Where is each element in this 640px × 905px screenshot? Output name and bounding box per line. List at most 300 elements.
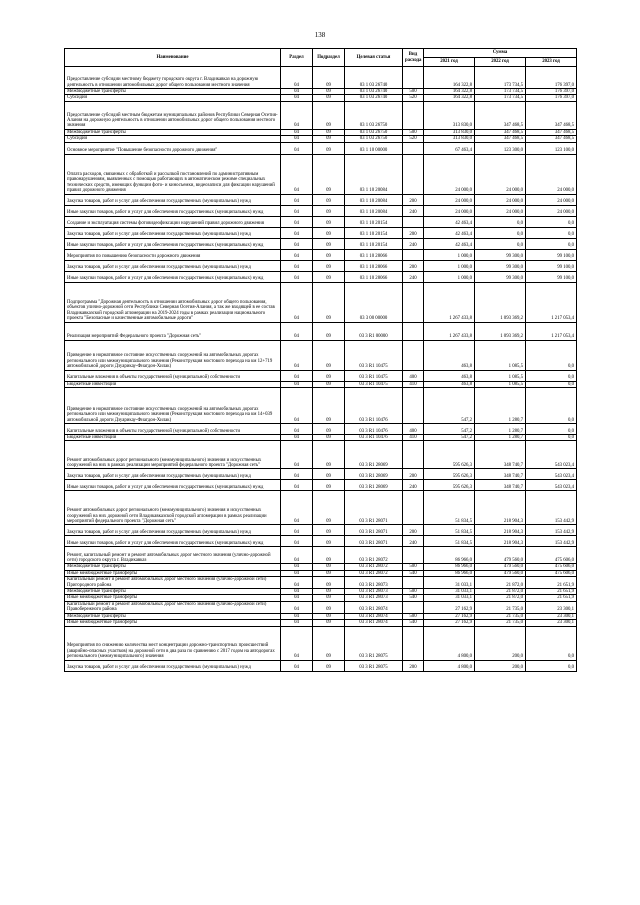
row-subsection: 09 — [313, 525, 345, 536]
row-section: 04 — [281, 142, 313, 154]
row-name: Иные закупки товаров, работ и услуг для обеспечения государственных (муниципальных) нужд — [65, 480, 281, 491]
row-target: 03 3 R1 28074 — [345, 620, 403, 626]
row-subsection: 09 — [313, 238, 345, 249]
row-target: 03 1 10 28066 — [345, 271, 403, 282]
row-subsection: 09 — [313, 660, 345, 671]
row-sum-2022: 1 085,5 — [475, 381, 526, 387]
row-subsection: 09 — [313, 142, 345, 154]
row-sum-2022: 24 000,0 — [475, 154, 526, 194]
row-name: Межбюджетные трансферты — [65, 89, 281, 95]
row-target: 03 1 10 28066 — [345, 249, 403, 260]
row-name: Капитальный ремонт и ремонт автомобильных дорог местного значения (улично-дорожной сети) Пригородного района — [65, 577, 281, 589]
row-sum-2023: 475 606,0 — [526, 547, 577, 564]
row-sum-2023: 176 397,0 — [526, 67, 577, 89]
row-sum-2022: 173 734,5 — [475, 67, 526, 89]
table-row — [65, 660, 577, 671]
row-expense-type — [403, 626, 424, 660]
row-target: 03 3 R1 00000 — [345, 322, 403, 340]
row-target: 03 3 R1 28069 — [345, 441, 403, 469]
row-sum-2023: 0,0 — [526, 227, 577, 238]
row-sum-2021: 1 267 433,8 — [424, 282, 475, 322]
table-row — [65, 101, 577, 129]
row-sum-2023: 475 606,0 — [526, 570, 577, 576]
row-sum-2022: 1 093 369,2 — [475, 322, 526, 340]
row-sum-2023: 543 023,4 — [526, 469, 577, 480]
row-sum-2021: 31 033,1 — [424, 595, 475, 601]
row-sum-2023: 176 397,0 — [526, 89, 577, 95]
row-target: 03 1 03 26750 — [345, 101, 403, 129]
row-sum-2023: 543 023,4 — [526, 441, 577, 469]
row-sum-2022: 348 740,7 — [475, 469, 526, 480]
row-target: 03 3 R1 28072 — [345, 570, 403, 576]
row-target: 03 1 03 26750 — [345, 129, 403, 135]
row-subsection: 09 — [313, 216, 345, 227]
row-expense-type: 200 — [403, 525, 424, 536]
row-section: 04 — [281, 370, 313, 381]
row-section: 04 — [281, 260, 313, 271]
row-sum-2021: 463,8 — [424, 370, 475, 381]
row-expense-type — [403, 216, 424, 227]
row-sum-2021: 51 834,5 — [424, 491, 475, 525]
row-section: 04 — [281, 536, 313, 547]
row-subsection: 09 — [313, 67, 345, 89]
row-sum-2022: 21 872,0 — [475, 589, 526, 595]
row-subsection: 09 — [313, 595, 345, 601]
row-sum-2022: 99 300,0 — [475, 271, 526, 282]
row-subsection: 09 — [313, 441, 345, 469]
row-section: 04 — [281, 227, 313, 238]
row-name: Закупка товаров, работ и услуг для обеспечения государственных (муниципальных) нужд — [65, 260, 281, 271]
row-sum-2021: 86 966,0 — [424, 547, 475, 564]
row-target: 03 3 R1 28069 — [345, 469, 403, 480]
row-name: Закупка товаров, работ и услуг для обеспечения государственных (муниципальных) нужд — [65, 660, 281, 671]
row-sum-2022: 0,0 — [475, 227, 526, 238]
row-name: Приведение в нормативное состояние искусственных сооружений на автомобильных дорогах регионального или межмуниципального значения (Реконструкция мостового перехода на км 12+719 автомобильной дороги Дзуарикау-Фиагдон-Хилак) — [65, 340, 281, 370]
header-2022: 2022 год — [475, 58, 526, 67]
row-sum-2023: 153 442,9 — [526, 491, 577, 525]
row-name: Оплата расходов, связанных с обработкой и рассылкой постановлений по административным правонарушениям, выявленных с помощью работающих в автоматическом режиме специальных технических средств, имеющих функции фото- и киносъемки, видеозаписи для фиксации нарушений правил дорожного движения — [65, 154, 281, 194]
row-expense-type: 240 — [403, 271, 424, 282]
row-sum-2022: 24 000,0 — [475, 194, 526, 205]
row-sum-2022: 479 560,0 — [475, 547, 526, 564]
row-subsection: 09 — [313, 491, 345, 525]
row-subsection: 09 — [313, 620, 345, 626]
row-target: 03 1 10 20154 — [345, 227, 403, 238]
row-sum-2023: 24 000,0 — [526, 154, 577, 194]
row-sum-2023: 21 651,9 — [526, 577, 577, 589]
row-subsection: 09 — [313, 480, 345, 491]
row-sum-2021: 463,8 — [424, 340, 475, 370]
row-sum-2023: 0,0 — [526, 388, 577, 424]
row-expense-type: 200 — [403, 260, 424, 271]
row-subsection: 09 — [313, 435, 345, 441]
row-subsection: 09 — [313, 136, 345, 142]
row-sum-2022: 173 734,5 — [475, 89, 526, 95]
row-sum-2023: 153 442,9 — [526, 525, 577, 536]
row-subsection: 09 — [313, 570, 345, 576]
row-subsection: 09 — [313, 577, 345, 589]
row-section: 04 — [281, 601, 313, 613]
row-sum-2022: 99 300,0 — [475, 249, 526, 260]
row-sum-2021: 51 834,5 — [424, 525, 475, 536]
row-expense-type: 500 — [403, 129, 424, 135]
row-sum-2022: 1 280,7 — [475, 424, 526, 435]
row-sum-2022: 479 560,0 — [475, 564, 526, 570]
table-row — [65, 260, 577, 271]
table-row — [65, 480, 577, 491]
row-target: 03 1 03 26740 — [345, 95, 403, 101]
row-section: 04 — [281, 271, 313, 282]
table-row — [65, 536, 577, 547]
row-subsection: 09 — [313, 205, 345, 216]
row-sum-2022: 173 734,5 — [475, 95, 526, 101]
row-subsection: 09 — [313, 388, 345, 424]
row-section: 04 — [281, 480, 313, 491]
header-expense-type: Вид расхода — [403, 49, 424, 67]
row-section: 04 — [281, 577, 313, 589]
row-sum-2022: 1 085,5 — [475, 370, 526, 381]
row-expense-type: 200 — [403, 227, 424, 238]
row-sum-2022: 218 904,3 — [475, 491, 526, 525]
row-sum-2022: 200,0 — [475, 660, 526, 671]
row-section: 04 — [281, 626, 313, 660]
row-section: 04 — [281, 101, 313, 129]
row-name: Иные межбюджетные трансферты — [65, 570, 281, 576]
row-sum-2023: 99 100,0 — [526, 249, 577, 260]
table-row — [65, 388, 577, 424]
row-target: 03 1 10 28066 — [345, 260, 403, 271]
row-name: Иные межбюджетные трансферты — [65, 620, 281, 626]
row-section: 04 — [281, 205, 313, 216]
row-name: Субсидии — [65, 95, 281, 101]
table-row — [65, 424, 577, 435]
row-sum-2021: 463,8 — [424, 381, 475, 387]
row-subsection: 09 — [313, 194, 345, 205]
row-expense-type — [403, 491, 424, 525]
row-section: 04 — [281, 469, 313, 480]
row-name: Подпрограмма "Дорожная деятельность в отношении автомобильных дорог общего пользования, объектов улично-дорожной сети Республики Северная Осетия-Алания, а так же входящей в ее состав Владикавказской городской агломерации на 2019-2024 годы в рамках реализации национального проекта "Безопасные и качественные автомобильные дороги" — [65, 282, 281, 322]
row-sum-2023: 1 217 053,4 — [526, 322, 577, 340]
row-sum-2022: 1 280,7 — [475, 388, 526, 424]
row-expense-type: 400 — [403, 424, 424, 435]
table-row — [65, 491, 577, 525]
table-row — [65, 216, 577, 227]
row-target: 03 3 R1 10476 — [345, 424, 403, 435]
row-name: Иные закупки товаров, работ и услуг для обеспечения государственных (муниципальных) нужд — [65, 536, 281, 547]
row-target: 03 3 R1 28072 — [345, 547, 403, 564]
row-subsection: 09 — [313, 322, 345, 340]
row-name: Межбюджетные трансферты — [65, 613, 281, 619]
row-subsection: 09 — [313, 589, 345, 595]
row-section: 04 — [281, 613, 313, 619]
row-name: Закупка товаров, работ и услуг для обеспечения государственных (муниципальных) нужд — [65, 469, 281, 480]
row-sum-2023: 99 100,0 — [526, 260, 577, 271]
table-row — [65, 322, 577, 340]
row-sum-2022: 0,0 — [475, 216, 526, 227]
row-target: 03 3 R1 10475 — [345, 340, 403, 370]
row-sum-2022: 347 468,5 — [475, 129, 526, 135]
row-subsection: 09 — [313, 381, 345, 387]
row-sum-2022: 1 085,5 — [475, 340, 526, 370]
row-sum-2022: 479 560,0 — [475, 570, 526, 576]
row-section: 04 — [281, 570, 313, 576]
row-sum-2023: 21 651,9 — [526, 589, 577, 595]
row-target: 03 1 10 20084 — [345, 154, 403, 194]
row-name: Закупка товаров, работ и услуг для обеспечения государственных (муниципальных) нужд — [65, 227, 281, 238]
row-expense-type: 240 — [403, 205, 424, 216]
row-name: Закупка товаров, работ и услуг для обеспечения государственных (муниципальных) нужд — [65, 194, 281, 205]
row-expense-type — [403, 282, 424, 322]
row-subsection: 09 — [313, 249, 345, 260]
row-sum-2021: 27 162,9 — [424, 620, 475, 626]
row-expense-type: 500 — [403, 613, 424, 619]
row-name: Межбюджетные трансферты — [65, 589, 281, 595]
row-target: 03 1 03 26750 — [345, 136, 403, 142]
row-section: 04 — [281, 660, 313, 671]
row-section: 04 — [281, 381, 313, 387]
row-expense-type — [403, 577, 424, 589]
row-sum-2021: 164 322,8 — [424, 95, 475, 101]
row-sum-2023: 23 300,1 — [526, 613, 577, 619]
row-target: 03 3 R1 10475 — [345, 381, 403, 387]
table-body — [65, 67, 577, 672]
row-sum-2021: 547,2 — [424, 388, 475, 424]
row-expense-type — [403, 322, 424, 340]
table-row — [65, 142, 577, 154]
row-sum-2022: 24 000,0 — [475, 205, 526, 216]
row-section: 04 — [281, 129, 313, 135]
row-sum-2021: 31 033,1 — [424, 577, 475, 589]
row-subsection: 09 — [313, 129, 345, 135]
row-subsection: 09 — [313, 101, 345, 129]
row-expense-type — [403, 388, 424, 424]
row-sum-2021: 86 966,0 — [424, 570, 475, 576]
row-expense-type: 240 — [403, 480, 424, 491]
table-row — [65, 547, 577, 564]
row-name: Мероприятия по повышению безопасности дорожного движения — [65, 249, 281, 260]
row-sum-2021: 24 000,0 — [424, 205, 475, 216]
row-subsection: 09 — [313, 89, 345, 95]
row-target: 03 1 10 20084 — [345, 205, 403, 216]
table-row — [65, 469, 577, 480]
row-subsection: 09 — [313, 547, 345, 564]
row-sum-2023: 347 468,5 — [526, 101, 577, 129]
row-sum-2021: 313 830,0 — [424, 101, 475, 129]
row-target: 03 3 R1 28075 — [345, 626, 403, 660]
row-sum-2021: 4 800,0 — [424, 626, 475, 660]
row-target: 03 1 10 00000 — [345, 142, 403, 154]
row-name: Ремонт автомобильных дорог регионального (межмуниципального) значения и искусственных сооружений на них дорожной сети Владикавказской городской агломерации в рамках реализации мероприятий федерального проекта "Дорожная сеть" — [65, 491, 281, 525]
row-sum-2023: 153 442,9 — [526, 536, 577, 547]
row-target: 03 3 R1 28071 — [345, 525, 403, 536]
row-name: Межбюджетные трансферты — [65, 564, 281, 570]
row-name: Бюджетные инвестиции — [65, 381, 281, 387]
table-row — [65, 271, 577, 282]
row-expense-type — [403, 340, 424, 370]
row-sum-2023: 0,0 — [526, 424, 577, 435]
row-target: 03 3 R1 28073 — [345, 577, 403, 589]
row-sum-2022: 99 300,0 — [475, 260, 526, 271]
row-target: 03 1 10 20084 — [345, 194, 403, 205]
page-number: 138 — [314, 31, 326, 39]
row-section: 04 — [281, 154, 313, 194]
table-row — [65, 282, 577, 322]
row-expense-type: 540 — [403, 620, 424, 626]
row-name: Предоставление субсидий местным бюджетам муниципальных районов Республики Северная Осетия-Алания на дорожную деятельность в отношении автомобильных дорог общего пользования местного значения — [65, 101, 281, 129]
row-section: 04 — [281, 620, 313, 626]
row-subsection: 09 — [313, 564, 345, 570]
row-sum-2022: 347 468,5 — [475, 101, 526, 129]
table-row — [65, 227, 577, 238]
row-section: 04 — [281, 595, 313, 601]
row-target: 03 3 R1 28074 — [345, 601, 403, 613]
row-section: 04 — [281, 89, 313, 95]
row-sum-2023: 23 300,1 — [526, 620, 577, 626]
row-sum-2021: 24 000,0 — [424, 194, 475, 205]
row-section: 04 — [281, 491, 313, 525]
row-expense-type: 240 — [403, 238, 424, 249]
row-sum-2021: 86 966,0 — [424, 564, 475, 570]
row-expense-type: 200 — [403, 194, 424, 205]
row-subsection: 09 — [313, 536, 345, 547]
row-expense-type — [403, 154, 424, 194]
row-sum-2021: 313 830,0 — [424, 136, 475, 142]
row-section: 04 — [281, 194, 313, 205]
row-target: 03 3 R1 28075 — [345, 660, 403, 671]
row-section: 04 — [281, 589, 313, 595]
row-target: 03 3 R1 28072 — [345, 564, 403, 570]
row-subsection: 09 — [313, 260, 345, 271]
row-sum-2022: 1 280,7 — [475, 435, 526, 441]
row-sum-2023: 21 651,9 — [526, 595, 577, 601]
row-name: Основное мероприятие "Повышение безопасности дорожного движения" — [65, 142, 281, 154]
row-target: 03 1 03 26740 — [345, 89, 403, 95]
row-sum-2023: 123 100,0 — [526, 142, 577, 154]
row-sum-2023: 24 000,0 — [526, 194, 577, 205]
row-sum-2023: 347 468,5 — [526, 136, 577, 142]
row-sum-2021: 67 463,4 — [424, 142, 475, 154]
row-sum-2022: 218 904,3 — [475, 536, 526, 547]
row-target: 03 1 03 26740 — [345, 67, 403, 89]
row-section: 04 — [281, 388, 313, 424]
table-row — [65, 601, 577, 613]
row-sum-2023: 347 468,5 — [526, 129, 577, 135]
row-sum-2022: 347 468,5 — [475, 136, 526, 142]
row-name: Капитальные вложения в объекты государственной (муниципальной) собственности — [65, 370, 281, 381]
row-section: 04 — [281, 216, 313, 227]
row-sum-2023: 99 100,0 — [526, 271, 577, 282]
row-sum-2021: 51 834,5 — [424, 536, 475, 547]
row-name: Капитальные вложения в объекты государственной (муниципальной) собственности — [65, 424, 281, 435]
row-sum-2023: 0,0 — [526, 381, 577, 387]
row-subsection: 09 — [313, 282, 345, 322]
row-expense-type — [403, 547, 424, 564]
row-sum-2022: 21 735,0 — [475, 601, 526, 613]
row-section: 04 — [281, 435, 313, 441]
row-target: 03 3 R1 28071 — [345, 536, 403, 547]
row-expense-type: 520 — [403, 136, 424, 142]
table-row — [65, 67, 577, 89]
row-expense-type: 520 — [403, 95, 424, 101]
row-section: 04 — [281, 95, 313, 101]
table-row — [65, 370, 577, 381]
row-sum-2021: 42 463,4 — [424, 227, 475, 238]
table-row — [65, 626, 577, 660]
row-subsection: 09 — [313, 271, 345, 282]
row-target: 03 3 R1 28073 — [345, 595, 403, 601]
row-sum-2023: 176 397,0 — [526, 95, 577, 101]
table-row — [65, 525, 577, 536]
row-expense-type — [403, 601, 424, 613]
row-name: Иные закупки товаров, работ и услуг для обеспечения государственных (муниципальных) нужд — [65, 271, 281, 282]
row-expense-type: 540 — [403, 595, 424, 601]
row-sum-2022: 1 093 369,2 — [475, 282, 526, 322]
table-row — [65, 441, 577, 469]
row-sum-2021: 164 322,8 — [424, 67, 475, 89]
row-subsection: 09 — [313, 424, 345, 435]
row-target: 03 3 00 00000 — [345, 282, 403, 322]
row-target: 03 3 R1 10476 — [345, 388, 403, 424]
row-section: 04 — [281, 441, 313, 469]
row-sum-2021: 1 000,0 — [424, 271, 475, 282]
row-subsection: 09 — [313, 613, 345, 619]
row-sum-2023: 543 023,4 — [526, 480, 577, 491]
row-expense-type: 200 — [403, 660, 424, 671]
table-row — [65, 238, 577, 249]
row-subsection: 09 — [313, 227, 345, 238]
row-name: Иные закупки товаров, работ и услуг для обеспечения государственных (муниципальных) нужд — [65, 205, 281, 216]
table-row — [65, 340, 577, 370]
row-sum-2021: 24 000,0 — [424, 154, 475, 194]
row-sum-2023: 23 300,1 — [526, 601, 577, 613]
row-name: Ремонт автомобильных дорог регионального (межмуниципального) значения и искусственных сооружений на них в рамках реализации мероприятий федерального проекта "Дорожная сеть" — [65, 441, 281, 469]
row-expense-type — [403, 441, 424, 469]
row-section: 04 — [281, 340, 313, 370]
row-sum-2021: 595 626,3 — [424, 469, 475, 480]
row-sum-2021: 42 463,4 — [424, 238, 475, 249]
row-sum-2022: 21 735,0 — [475, 620, 526, 626]
row-name: Создание и эксплуатация системы фотовидеофиксации нарушений правил дорожного движения — [65, 216, 281, 227]
row-subsection: 09 — [313, 154, 345, 194]
row-section: 04 — [281, 238, 313, 249]
row-name: Бюджетные инвестиции — [65, 435, 281, 441]
row-target: 03 3 R1 28073 — [345, 589, 403, 595]
row-name: Закупка товаров, работ и услуг для обеспечения государственных (муниципальных) нужд — [65, 525, 281, 536]
row-expense-type: 500 — [403, 89, 424, 95]
row-section: 04 — [281, 322, 313, 340]
row-sum-2021: 31 033,1 — [424, 589, 475, 595]
row-section: 04 — [281, 547, 313, 564]
row-sum-2023: 24 000,0 — [526, 205, 577, 216]
budget-table — [64, 48, 577, 672]
row-name: Капитальный ремонт и ремонт автомобильных дорог местного значения (улично-дорожной сети) Правобережного района — [65, 601, 281, 613]
row-sum-2022: 348 740,7 — [475, 441, 526, 469]
row-name: Иные закупки товаров, работ и услуг для обеспечения государственных (муниципальных) нужд — [65, 238, 281, 249]
row-subsection: 09 — [313, 601, 345, 613]
row-sum-2021: 164 322,8 — [424, 89, 475, 95]
row-expense-type — [403, 101, 424, 129]
header-2023: 2023 год — [526, 58, 577, 67]
table-row — [65, 249, 577, 260]
row-section: 04 — [281, 282, 313, 322]
row-sum-2021: 42 463,4 — [424, 216, 475, 227]
row-subsection: 09 — [313, 340, 345, 370]
header-name: Наименование — [65, 49, 281, 67]
row-sum-2021: 4 800,0 — [424, 660, 475, 671]
row-expense-type: 410 — [403, 381, 424, 387]
row-expense-type: 500 — [403, 589, 424, 595]
table-row — [65, 154, 577, 194]
